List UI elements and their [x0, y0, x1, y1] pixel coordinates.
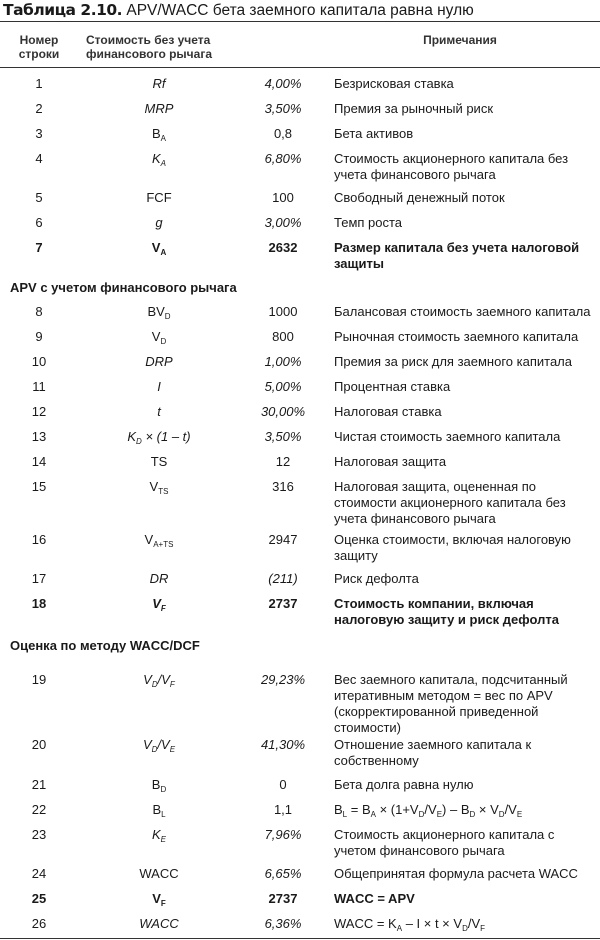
symbol-subscript: D [151, 745, 158, 754]
row-symbol [86, 379, 232, 395]
row-note [334, 737, 596, 769]
symbol-subscript: E [169, 745, 176, 754]
note-text: Темп роста [334, 215, 403, 230]
row-note [334, 404, 596, 420]
row-value: 1,00% [264, 354, 302, 369]
row-symbol [86, 240, 232, 256]
note-text: B [334, 802, 343, 817]
row-number: 25 [31, 891, 47, 906]
row-symbol [86, 827, 232, 843]
row-value: 6,65% [264, 866, 302, 881]
header-notes: Примечания [423, 33, 497, 47]
table-number: Таблица 2.10. [3, 1, 123, 19]
row-value: 6,36% [264, 916, 302, 931]
symbol-subscript: D [164, 312, 171, 321]
row-symbol [86, 454, 232, 470]
symbol-subscript: E [160, 835, 166, 844]
row-symbol [86, 737, 232, 753]
row-symbol [86, 404, 232, 420]
row-number: 2 [35, 101, 43, 116]
note-subscript: D [469, 810, 476, 819]
row-symbol [86, 329, 232, 345]
symbol-subscript: L [161, 810, 166, 819]
row-note [334, 672, 596, 736]
row-value: 4,00% [264, 76, 302, 91]
note-text: × V [475, 802, 499, 817]
row-symbol [86, 479, 232, 495]
row-value: 3,50% [264, 429, 302, 444]
row-value: 30,00% [260, 404, 306, 419]
symbol-subscript: D [151, 680, 158, 689]
row-number: 19 [31, 672, 47, 687]
row-symbol [86, 101, 232, 117]
row-value: 2632 [268, 240, 298, 255]
symbol-text: V [152, 891, 161, 906]
note-text: Стоимость акционерного капитала без учета финансового рычага [334, 151, 569, 182]
note-text: Свободный денежный поток [334, 190, 505, 205]
symbol-text: V [142, 737, 152, 752]
row-note [334, 190, 596, 206]
row-number: 22 [31, 802, 47, 817]
note-text: – I × t × V [402, 916, 463, 931]
row-note [334, 571, 596, 587]
symbol-text: K [151, 151, 161, 166]
section-wacc-heading: Оценка по методу WACC/DCF [10, 638, 200, 653]
row-value: 29,23% [260, 672, 306, 687]
symbol-subscript: F [160, 899, 166, 908]
row-value: 2947 [268, 532, 298, 547]
row-number: 10 [31, 354, 47, 369]
row-note [334, 891, 596, 907]
note-subscript: D [498, 810, 505, 819]
symbol-subscript: A [160, 134, 166, 143]
symbol-subscript: F [169, 680, 175, 689]
note-text: Балансовая стоимость заемного капитала [334, 304, 591, 319]
symbol-text: WACC [139, 866, 179, 881]
note-text: Налоговая ставка [334, 404, 442, 419]
symbol-text: /V [157, 737, 170, 752]
row-number: 11 [32, 379, 46, 394]
symbol-text: DRP [145, 354, 173, 369]
row-value: 6,80% [264, 151, 302, 166]
note-text: Чистая стоимость заемного капитала [334, 429, 561, 444]
note-text: WACC = APV [334, 891, 415, 906]
row-value: 2737 [268, 891, 298, 906]
symbol-text: g [155, 215, 163, 230]
row-symbol [86, 354, 232, 370]
note-text: /V [424, 802, 437, 817]
row-note [334, 532, 596, 564]
note-text: Налоговая защита, оцененная по стоимости акционерного капитала без учета финансового рычага [334, 479, 566, 526]
note-text: Стоимость акционерного капитала с учетом финансового рычага [334, 827, 555, 858]
note-subscript: D [418, 810, 425, 819]
row-symbol [86, 571, 232, 587]
row-symbol [86, 190, 232, 206]
row-value: 5,00% [264, 379, 302, 394]
row-value: 0,8 [273, 126, 293, 141]
symbol-subscript: A [160, 159, 166, 168]
row-number: 9 [35, 329, 43, 344]
symbol-subscript: TS [158, 487, 169, 496]
row-symbol [86, 304, 232, 320]
row-value: 316 [272, 479, 294, 494]
note-text: Премия за риск для заемного капитала [334, 354, 572, 369]
note-text: Безрисковая ставка [334, 76, 454, 91]
symbol-text: V [143, 672, 152, 687]
symbol-text: I [157, 379, 161, 394]
note-text: × (1+V [375, 802, 419, 817]
row-number: 24 [31, 866, 47, 881]
note-text: Рыночная стоимость заемного капитала [334, 329, 579, 344]
row-note [334, 126, 596, 142]
row-note [334, 379, 596, 395]
row-symbol [86, 76, 232, 92]
row-note [334, 151, 596, 183]
row-value: 100 [272, 190, 294, 205]
header-rule [0, 67, 600, 68]
row-symbol [86, 866, 232, 882]
row-note [334, 866, 596, 882]
row-number: 1 [35, 76, 43, 91]
symbol-subscript: D [136, 437, 142, 446]
note-subscript: E [516, 810, 523, 819]
note-text: Налоговая защита [334, 454, 447, 469]
note-text: Бета долга равна нулю [334, 777, 474, 792]
row-number: 23 [31, 827, 47, 842]
row-note [334, 916, 596, 932]
note-subscript: D [462, 924, 468, 933]
row-note [334, 304, 596, 320]
row-symbol [86, 532, 232, 548]
row-note [334, 76, 596, 92]
symbol-text: B [151, 126, 161, 141]
row-symbol [86, 672, 232, 688]
symbol-subscript: D [160, 337, 167, 346]
row-note [334, 454, 596, 470]
row-note [334, 215, 596, 231]
symbol-subscript: F [160, 604, 166, 613]
row-number: 16 [31, 532, 47, 547]
row-symbol [86, 596, 232, 612]
row-value: (211) [268, 571, 298, 586]
row-value: 41,30% [260, 737, 306, 752]
bottom-rule [0, 938, 600, 939]
note-subscript: E [436, 810, 443, 819]
row-note [334, 240, 596, 272]
symbol-text: B [151, 777, 161, 792]
row-symbol [86, 916, 232, 932]
symbol-text: K [127, 429, 137, 444]
row-symbol [86, 777, 232, 793]
row-note [334, 354, 596, 370]
row-symbol [86, 126, 232, 142]
row-number: 12 [31, 404, 47, 419]
symbol-text: TS [150, 454, 168, 469]
note-text: Вес заемного капитала, подсчитанный итеративным методом = вес по APV (скорректированной приведенной стоимости) [334, 672, 568, 735]
row-value: 1000 [268, 304, 298, 319]
note-text: WACC = K [334, 916, 397, 931]
row-value: 800 [272, 329, 294, 344]
row-note [334, 101, 596, 117]
note-subscript: F [480, 924, 486, 933]
note-text: Стоимость компании, включая налоговую защиту и риск дефолта [334, 596, 559, 627]
note-text: ) – B [442, 802, 470, 817]
symbol-text: V [151, 329, 161, 344]
row-number: 21 [31, 777, 47, 792]
row-number: 4 [35, 151, 43, 166]
row-value: 3,50% [264, 101, 302, 116]
row-number: 13 [31, 429, 47, 444]
symbol-text: MRP [144, 101, 174, 116]
row-number: 18 [31, 596, 47, 611]
note-text: = B [347, 802, 371, 817]
symbol-text: DR [149, 571, 169, 586]
symbol-text: V [151, 240, 161, 255]
note-text: Бета активов [334, 126, 414, 141]
row-number: 17 [31, 571, 47, 586]
row-value: 12 [275, 454, 291, 469]
row-number: 6 [35, 215, 43, 230]
row-number: 5 [35, 190, 43, 205]
symbol-text: BV [147, 304, 165, 319]
note-subscript: A [370, 810, 376, 819]
table-title [3, 0, 474, 20]
symbol-text: WACC [139, 916, 179, 931]
symbol-text: V [149, 479, 159, 494]
note-text: Премия за рыночный риск [334, 101, 494, 116]
section-apv-heading: APV с учетом финансового рычага [10, 280, 237, 295]
note-text: /V [504, 802, 517, 817]
header-row-number: Номер строки [18, 33, 60, 61]
symbol-text: Rf [152, 76, 166, 91]
row-symbol [86, 151, 232, 167]
note-text: Общепринятая формула расчета WACC [334, 866, 578, 881]
top-rule [0, 21, 600, 22]
note-text: Оценка стоимости, включая налоговую защиту [334, 532, 571, 563]
row-note [334, 429, 596, 445]
symbol-text: K [151, 827, 161, 842]
row-symbol [86, 215, 232, 231]
row-note [334, 802, 596, 818]
row-number: 20 [31, 737, 47, 752]
table-caption: APV/WACC бета заемного капитала равна нулю [126, 2, 474, 19]
row-number: 14 [31, 454, 47, 469]
symbol-text: /V [157, 672, 170, 687]
note-text: Процентная ставка [334, 379, 451, 394]
row-number: 15 [31, 479, 47, 494]
row-value: 7,96% [264, 827, 302, 842]
symbol-subscript: D [160, 785, 167, 794]
row-symbol [86, 802, 232, 818]
row-note [334, 329, 596, 345]
row-symbol [86, 891, 232, 907]
symbol-text: V [144, 532, 154, 547]
row-number: 8 [35, 304, 43, 319]
note-subscript: A [396, 924, 403, 933]
row-number: 26 [31, 916, 47, 931]
symbol-text: × (1 – t) [141, 429, 191, 444]
note-subscript: L [342, 810, 348, 819]
row-value: 0 [279, 777, 287, 792]
symbol-text: FCF [146, 190, 172, 205]
row-value: 2737 [268, 596, 298, 611]
note-text: Отношение заемного капитала к собственному [334, 737, 532, 768]
note-text: Риск дефолта [334, 571, 419, 586]
row-note [334, 596, 596, 628]
row-value: 3,00% [264, 215, 302, 230]
row-number: 3 [35, 126, 43, 141]
row-symbol [86, 429, 232, 445]
symbol-subscript: A+TS [153, 540, 174, 549]
row-number: 7 [35, 240, 43, 255]
symbol-text: t [157, 404, 161, 419]
symbol-subscript: A [160, 248, 167, 257]
row-note [334, 827, 596, 859]
row-note [334, 479, 596, 527]
note-text: /V [467, 916, 481, 931]
header-unlevered: Стоимость без учета финансового рычага [86, 33, 212, 61]
row-note [334, 777, 596, 793]
symbol-text: V [152, 596, 161, 611]
note-text: Размер капитала без учета налоговой защиты [334, 240, 580, 271]
row-value: 1,1 [273, 802, 293, 817]
symbol-text: B [152, 802, 162, 817]
